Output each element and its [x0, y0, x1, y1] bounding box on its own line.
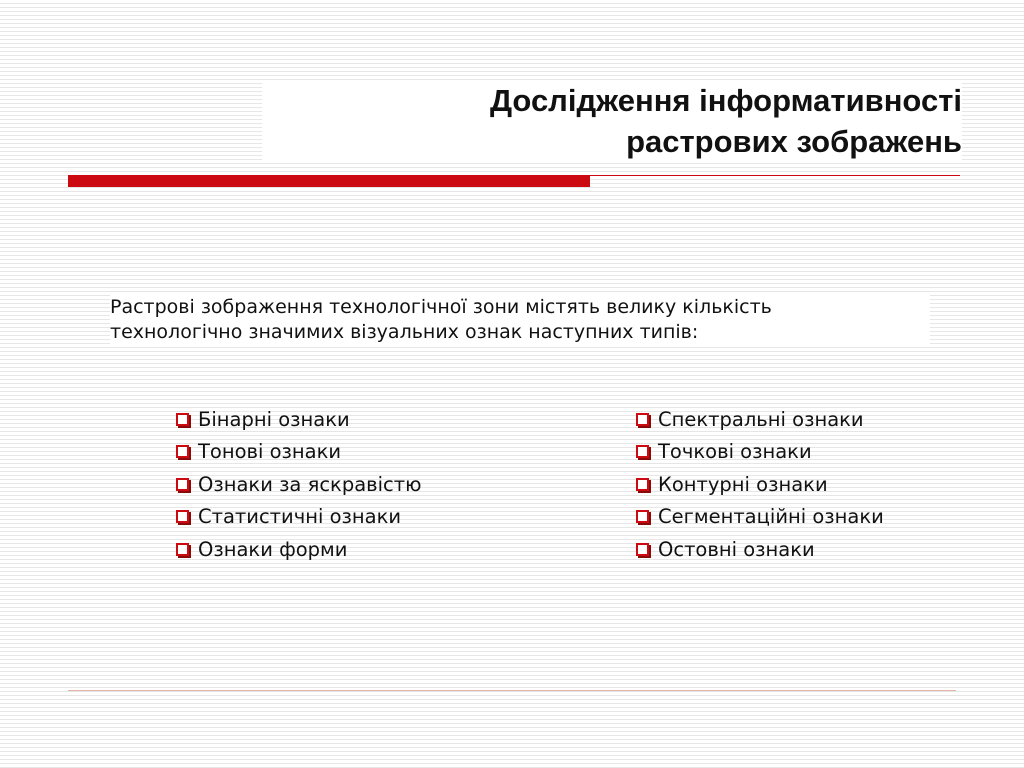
checkbox-bullet-icon: [636, 478, 649, 491]
checkbox-bullet-icon: [636, 510, 649, 523]
list-item: [636, 403, 884, 436]
checkbox-bullet-icon: [176, 413, 189, 426]
feature-list-left: [176, 403, 422, 566]
slide-title: [262, 80, 962, 162]
checkbox-bullet-icon: [636, 543, 649, 556]
intro-line: технологічно значимих візуальних ознак наступних типів:: [110, 321, 699, 343]
title-divider-line: [590, 175, 960, 176]
slide-title-line: растрових зображень: [626, 124, 962, 159]
list-item-label: Сегментаційні ознаки: [658, 505, 884, 529]
list-item: [636, 533, 884, 566]
list-item-label: Ознаки форми: [198, 537, 348, 561]
checkbox-bullet-icon: [176, 478, 189, 491]
list-item: [636, 436, 884, 469]
list-item-label: Точкові ознаки: [658, 440, 812, 464]
list-item: [176, 533, 422, 566]
checkbox-bullet-icon: [176, 543, 189, 556]
list-item: [176, 501, 422, 534]
checkbox-bullet-icon: [176, 445, 189, 458]
title-accent-bar: [68, 175, 590, 187]
intro-line: Растрові зображення технологічної зони містять велику кількість: [110, 296, 772, 318]
list-item: [636, 468, 884, 501]
slide-title-line: Дослідження інформативності: [489, 83, 962, 118]
list-item-label: Спектральні ознаки: [658, 407, 864, 431]
list-item-label: Бінарні ознаки: [198, 407, 350, 431]
checkbox-bullet-icon: [636, 445, 649, 458]
checkbox-bullet-icon: [176, 510, 189, 523]
checkbox-bullet-icon: [636, 413, 649, 426]
list-item: [176, 468, 422, 501]
list-item-label: Ознаки за яскравістю: [198, 472, 422, 496]
list-item: [176, 436, 422, 469]
list-item: [636, 501, 884, 534]
intro-paragraph: [110, 295, 930, 345]
feature-list-right: [636, 403, 884, 566]
list-item-label: Остовні ознаки: [658, 537, 815, 561]
list-item-label: Статистичні ознаки: [198, 505, 402, 529]
list-item-label: Контурні ознаки: [658, 472, 828, 496]
list-item-label: Тонові ознаки: [198, 440, 342, 464]
list-item: [176, 403, 422, 436]
footer-divider-line: [68, 690, 956, 691]
